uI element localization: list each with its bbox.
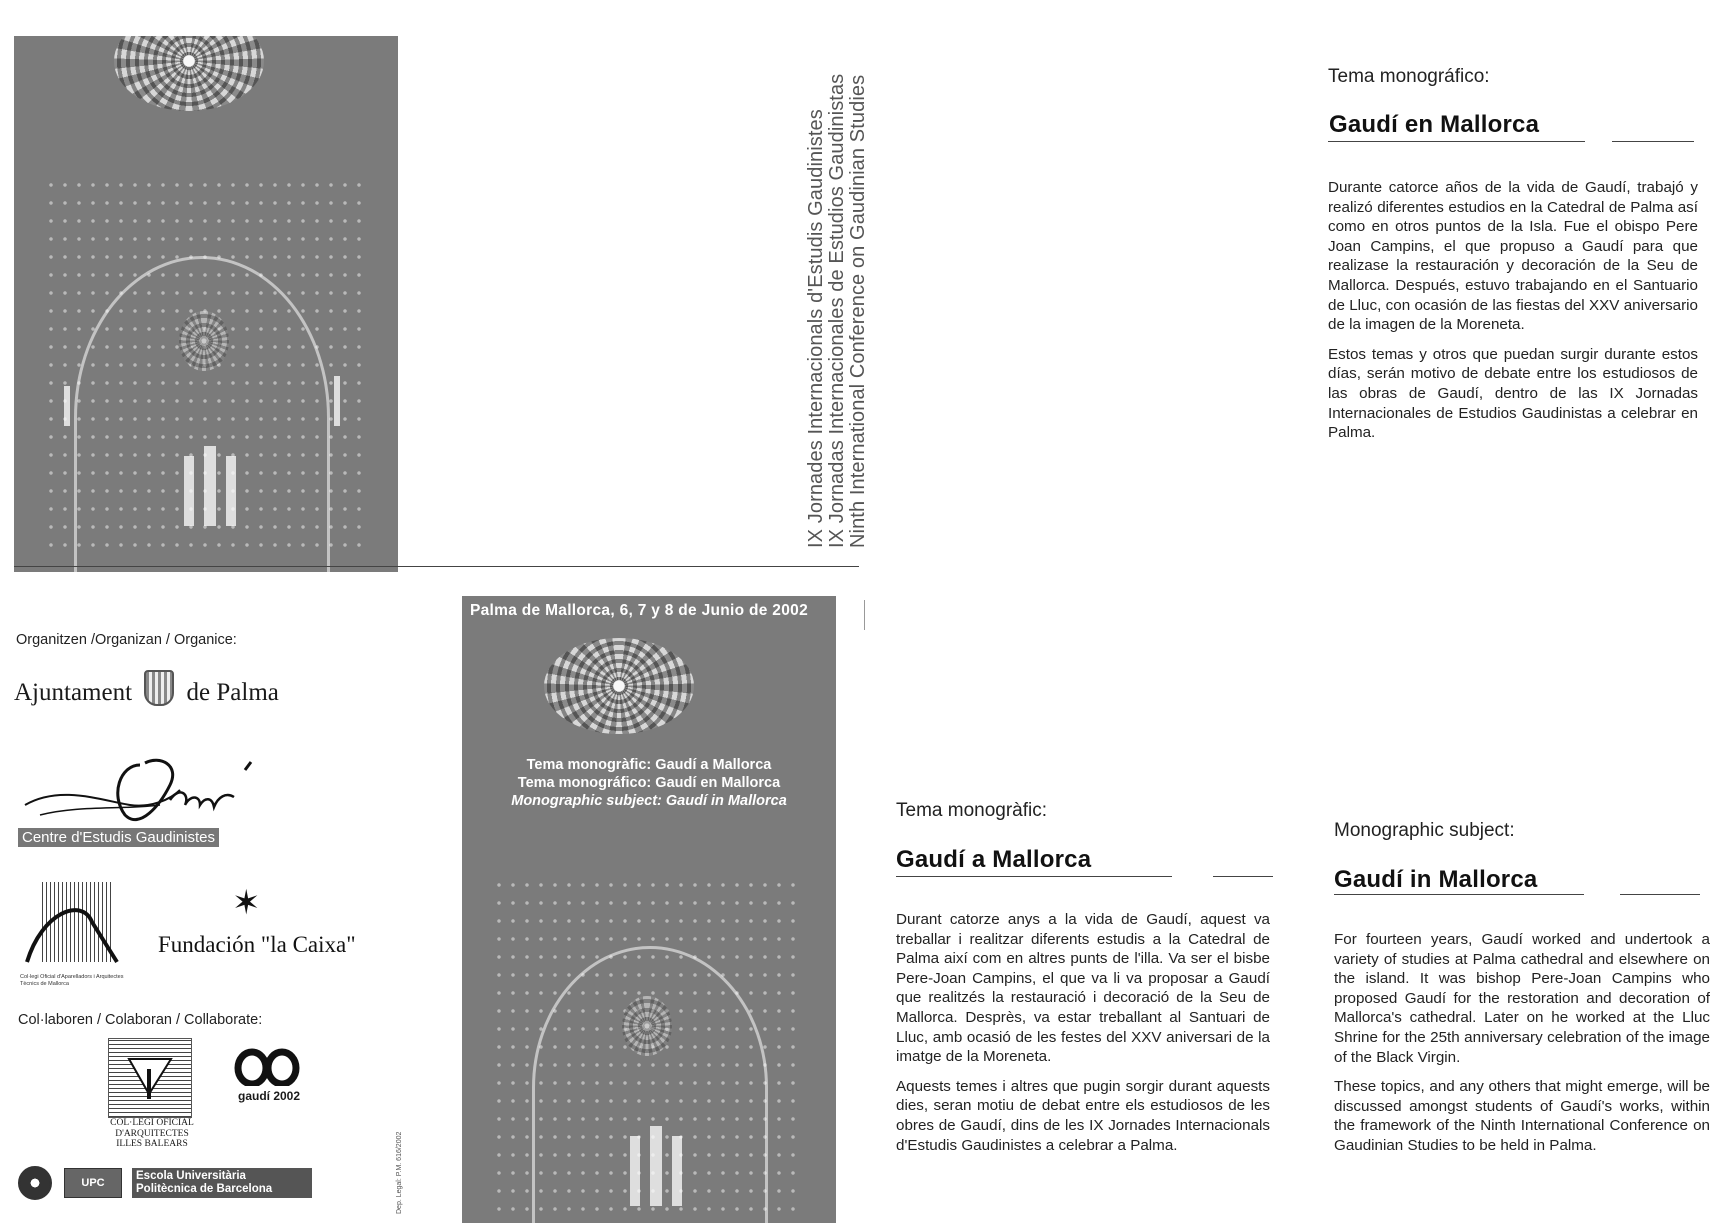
aparelladors-logo [22, 882, 122, 962]
fundacion-caixa-logo: Fundación "la Caixa" [158, 932, 356, 957]
coaib-line-3: ILLES BALEARS [116, 1139, 188, 1149]
spanish-body [1328, 178, 1698, 453]
pillar [184, 456, 194, 526]
pillar [226, 456, 236, 526]
centre-estudis-banner: Centre d'Estudis Gaudinistes [18, 828, 219, 847]
cathedral-photo-top [14, 36, 398, 572]
catalan-paragraph-1: Durant catorze anys a la vida de Gaudí, aquest va treballar i realitzar diferents estudis a la Catedral de Palma així com en altres punts de l'illa. Va ser el bisbe Pere-Joan Campins, el que va li va proposar a Gaudí que realitzés la restauració i decoració de la Seu de Mallorca. Desprès, va estar treballant al Santuari de Lluc, amb ocasió de les festes del XXV aniversari de la imatge de la Moreneta. [896, 911, 1270, 1066]
english-heading: Gaudí in Mallorca [1334, 866, 1538, 893]
gaudi-2002-text: gaudí 2002 [237, 1089, 301, 1103]
aparelladors-caption: Col·legi Oficial d'Aparelladors i Arquitectes Tècnics de Mallorca [20, 974, 124, 987]
catalan-paragraph-2: Aquests temes i altres que pugin sorgir durant aquests dies, seran motiu de debat entre els estudiosos de les obres de Gaudí, dins de les IX Jornades Internacionals d'Estudis Gaudinistes a celebrar a Palma. [896, 1077, 1270, 1154]
palma-crest-icon [144, 670, 174, 706]
escola-line-1: Escola Universitària [136, 1170, 246, 1182]
coaib-line-2: D'ARQUITECTES [115, 1128, 189, 1139]
poster-subtitle-english: Monographic subject: Gaudí in Mallorca [511, 793, 787, 809]
deposito-legal: Dep. Legal: P.M. 616/2002 [396, 1131, 403, 1214]
pillar [672, 1136, 682, 1206]
heading-rule [896, 876, 1172, 877]
vertical-title-catalan: IX Jornades Internacionals d'Estudis Gaudinistes [805, 109, 827, 548]
heading-rule-short [1612, 141, 1694, 142]
poster-subtitle-spanish: Tema monográfico: Gaudí en Mallorca [517, 775, 781, 791]
vertical-title-spanish: IX Jornadas Internacionales de Estudios Gaudinistas [826, 73, 848, 548]
arch [74, 256, 330, 572]
coaib-line-1: COL·LEGI OFICIAL [110, 1118, 194, 1128]
pillar [630, 1136, 640, 1206]
upc-label: UPC [81, 1177, 105, 1189]
heading-rule [1328, 141, 1585, 142]
spanish-paragraph-2: Estos temas y otros que puedan surgir durante estos días, serán motivo de debate entre los estudiosos de las obras de Gaudí, dentro de las IX Jornadas Internacionales de Estudios Gaudinistas a celebrar en Palma. [1328, 345, 1698, 442]
heading-rule-short [1620, 894, 1700, 895]
pillar [334, 376, 340, 426]
gaudi-2002-emblem-icon [232, 1046, 306, 1086]
fold-line-vertical [864, 600, 865, 630]
catalan-label: Tema monogràfic: [896, 800, 1048, 821]
poster-inner-rose [622, 996, 672, 1056]
pillar [650, 1126, 662, 1206]
ajuntament-logo [14, 670, 279, 707]
english-label: Monographic subject: [1334, 820, 1515, 841]
collaborate-label: Col·laboren / Colaboran / Collaborate: [18, 1012, 263, 1028]
upc-box-logo [64, 1168, 122, 1198]
escola-logo [132, 1168, 312, 1198]
ajuntament-text: Ajuntament [14, 679, 133, 706]
heading-rule [1334, 894, 1584, 895]
spanish-paragraph-1: Durante catorce años de la vida de Gaudí, trabajó y realizó diferentes estudios en la Catedral de Palma así como en otros puntos de la Isla. Fue el obispo Pere Joan Campins, el que propuso a Gaudí para que realizase la restauración y decoración de la Seu de Mallorca. Después, estuvo trabajando en el Santuario de Lluc, con ocasión de las fiestas del XXV aniversario de la imagen de la Moreneta. [1328, 179, 1698, 334]
pillar [204, 446, 216, 526]
spanish-heading: Gaudí en Mallorca [1329, 111, 1540, 138]
upc-logo-icon [18, 1166, 52, 1200]
de-palma-text: de Palma [186, 679, 279, 706]
fold-line [14, 566, 859, 567]
heading-rule-short [1213, 876, 1273, 877]
vertical-titles [806, 74, 869, 548]
coaib-caption [106, 1118, 198, 1150]
poster-date-line: Palma de Mallorca, 6, 7 y 8 de Junio de 2002 [470, 602, 808, 619]
catalan-heading: Gaudí a Mallorca [896, 846, 1092, 873]
coaib-emblem-icon [109, 1039, 191, 1117]
poster-subtitles [462, 756, 836, 810]
inner-rose-window [179, 311, 229, 371]
organize-label: Organitzen /Organizan / Organice: [16, 632, 237, 648]
gaudi-signature-icon [20, 745, 270, 835]
english-paragraph-1: For fourteen years, Gaudí worked and undertook a variety of studies at Palma cathedral and elsewhere on the island. It was bishop Pere-Joan Campins who proposed Gaudí for the restoration and decoration of Mallorca's cathedral. Later on he worked at the Lluc Shrine for the 25th anniversary celebration of the image of the Black Virgin. [1334, 931, 1710, 1066]
rose-window [114, 36, 264, 111]
catalan-body [896, 910, 1270, 1165]
poster-rose-window [544, 638, 694, 734]
gaudi-2002-logo [232, 1046, 306, 1116]
coaib-logo [108, 1038, 192, 1118]
english-paragraph-2: These topics, and any others that might emerge, will be discussed amongst students of Gaudí's works, within the framework of the Ninth International Conference on Gaudinian Studies to be held in Palma. [1334, 1078, 1710, 1154]
vertical-title-english: Ninth International Conference on Gaudinian Studies [847, 74, 869, 548]
escola-line-2: Politècnica de Barcelona [136, 1183, 273, 1195]
caixa-star-icon: ✶ [232, 884, 261, 922]
poster-subtitle-catalan: Tema monogràfic: Gaudí a Mallorca [526, 757, 772, 773]
pillar [64, 386, 70, 426]
compass-icon [22, 892, 132, 972]
english-body [1334, 930, 1710, 1166]
poster-photo [462, 596, 836, 1223]
spanish-label: Tema monográfico: [1328, 66, 1490, 87]
